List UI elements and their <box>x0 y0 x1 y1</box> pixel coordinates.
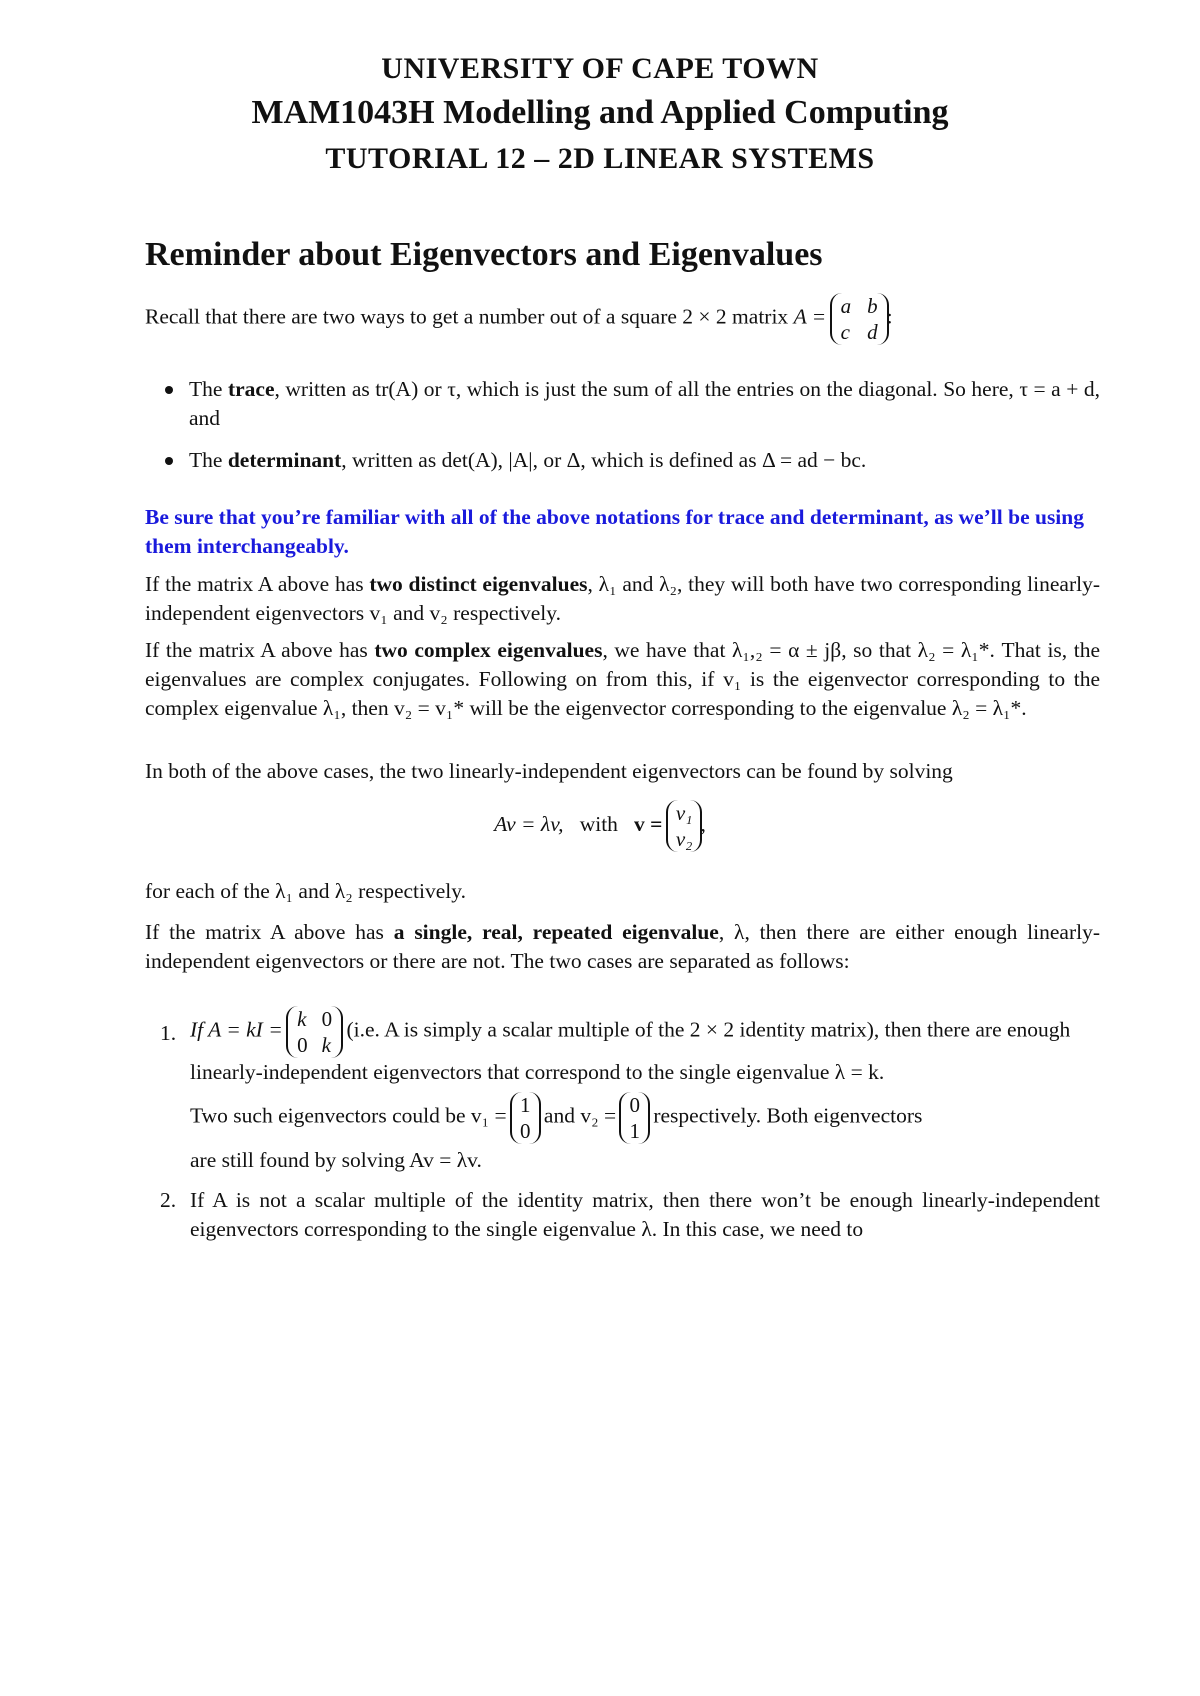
enum-text: If A is not a scalar multiple of the identity matrix, then there won’t be enough linearly-independent eigenvectors corresponding to the single eigenvalue λ. In this case, we need to <box>190 1188 1100 1241</box>
bullet-text: The <box>189 377 228 401</box>
course-title: MAM1043H Modelling and Applied Computing <box>251 94 949 131</box>
matrix-cell: k <box>297 1007 307 1031</box>
bullet-dot-icon <box>165 457 173 465</box>
section-title: Reminder about Eigenvectors and Eigenvalues <box>145 236 823 273</box>
matrix-cell: a <box>840 294 852 318</box>
vector-component: v₂ <box>675 827 693 851</box>
vector-component: v₁ <box>675 801 693 825</box>
para-text: , we have that λ₁,₂ = α ± jβ, so that λ₂ = λ₁*. That is, the eigenvalues are complex conjugates. Following on from this, if v₁ is the eigenvector corresponding to the complex eigenvalue λ₁, then v₂ = v₁* will be the eigenvector corresponding to the eigenvalue λ₂ = λ₁*. <box>145 638 1100 720</box>
paragraph-distinct <box>145 570 1100 628</box>
matrix-cell: b <box>867 294 878 318</box>
enum-number: 2. <box>160 1188 177 1212</box>
university-title: UNIVERSITY OF CAPE TOWN <box>381 52 819 85</box>
vector-component: 1 <box>520 1093 531 1117</box>
matrix-cell: c <box>840 320 850 344</box>
equation-eigen <box>0 800 1200 852</box>
matrix-cell: d <box>867 320 878 344</box>
matrix-cell: 0 <box>297 1033 308 1057</box>
enum-text: If A = kI = <box>190 1017 283 1042</box>
vector-v <box>668 800 701 852</box>
paragraph-each: for each of the λ₁ and λ₂ respectively. <box>145 879 466 903</box>
vector-component: 0 <box>629 1093 640 1117</box>
para-text: , λ, then there are either enough linearly-independent eigenvectors or there are not. The two cases are separated as follows: <box>145 920 1101 973</box>
para-text: If the matrix A above has <box>145 638 375 662</box>
bullet-bold: trace <box>227 377 275 401</box>
enum-item-1 <box>160 1005 1100 1170</box>
enum-text: Two such eigenvectors could be v₁ = <box>190 1103 507 1128</box>
matrix-abcd <box>832 292 887 345</box>
notice-paragraph: Be sure that you’re familiar with all of the above notations for trace and determinant, as we’ll be using them interchangeably. <box>145 505 1084 558</box>
para-text: If the matrix A above has <box>145 572 370 596</box>
equation-v: v = <box>634 811 663 836</box>
recall-matrix-lhs: A = <box>793 304 827 329</box>
enum-text: are still found by solving Av = λv. <box>190 1148 482 1172</box>
para-bold: a single, real, repeated eigenvalue <box>393 920 719 944</box>
bullet-bold: determinant <box>227 448 342 472</box>
para-bold: two complex eigenvalues <box>374 638 603 662</box>
tutorial-title: TUTORIAL 12 – 2D LINEAR SYSTEMS <box>325 142 875 175</box>
bullet-text: , written as tr(A) or τ, which is just the sum of all the entries on the diagonal. So here, τ = a + d, and <box>189 377 1100 430</box>
enum-number: 1. <box>160 1021 177 1045</box>
vector-component: 0 <box>520 1119 531 1143</box>
enum-text: and v₂ = <box>543 1103 617 1128</box>
recall-end: : <box>886 304 893 329</box>
matrix-cell: 0 <box>321 1007 333 1031</box>
recall-paragraph <box>145 292 1100 345</box>
paragraph-repeated <box>145 918 1100 976</box>
bullet-text: , written as det(A), |A|, or Δ, which is defined as Δ = ad − bc. <box>341 448 867 472</box>
recall-text: Recall that there are two ways to get a number out of a square 2 × 2 matrix <box>145 304 789 329</box>
bullet-dot-icon <box>165 386 173 394</box>
enum-text: (i.e. A is simply a scalar multiple of the 2 × 2 identity matrix), then there are enough linearly-independent eigenvectors that correspond to the single eigenvalue λ = k. <box>190 1017 1071 1084</box>
vector-e1 <box>512 1091 539 1144</box>
para-text: , λ₁ and λ₂, they will both have two corresponding linearly-independent eigenvectors v₁ and v₂ respectively. <box>145 572 1100 625</box>
vector-e2 <box>621 1091 648 1144</box>
equation-lhs: Av = λv, <box>494 811 564 836</box>
para-text: If the matrix A above has <box>145 920 394 944</box>
paragraph-complex <box>145 636 1100 723</box>
equation-end: , <box>700 811 706 836</box>
matrix-kI <box>288 1005 341 1058</box>
enum-text: respectively. Both eigenvectors <box>653 1103 923 1128</box>
vector-component: 1 <box>629 1119 640 1143</box>
equation-with: with <box>579 811 618 836</box>
bullet-text: The <box>189 448 228 472</box>
paragraph-both: In both of the above cases, the two linearly-independent eigenvectors can be found by solving <box>145 759 953 783</box>
matrix-cell: k <box>321 1033 331 1057</box>
para-bold: two distinct eigenvalues <box>369 572 588 596</box>
